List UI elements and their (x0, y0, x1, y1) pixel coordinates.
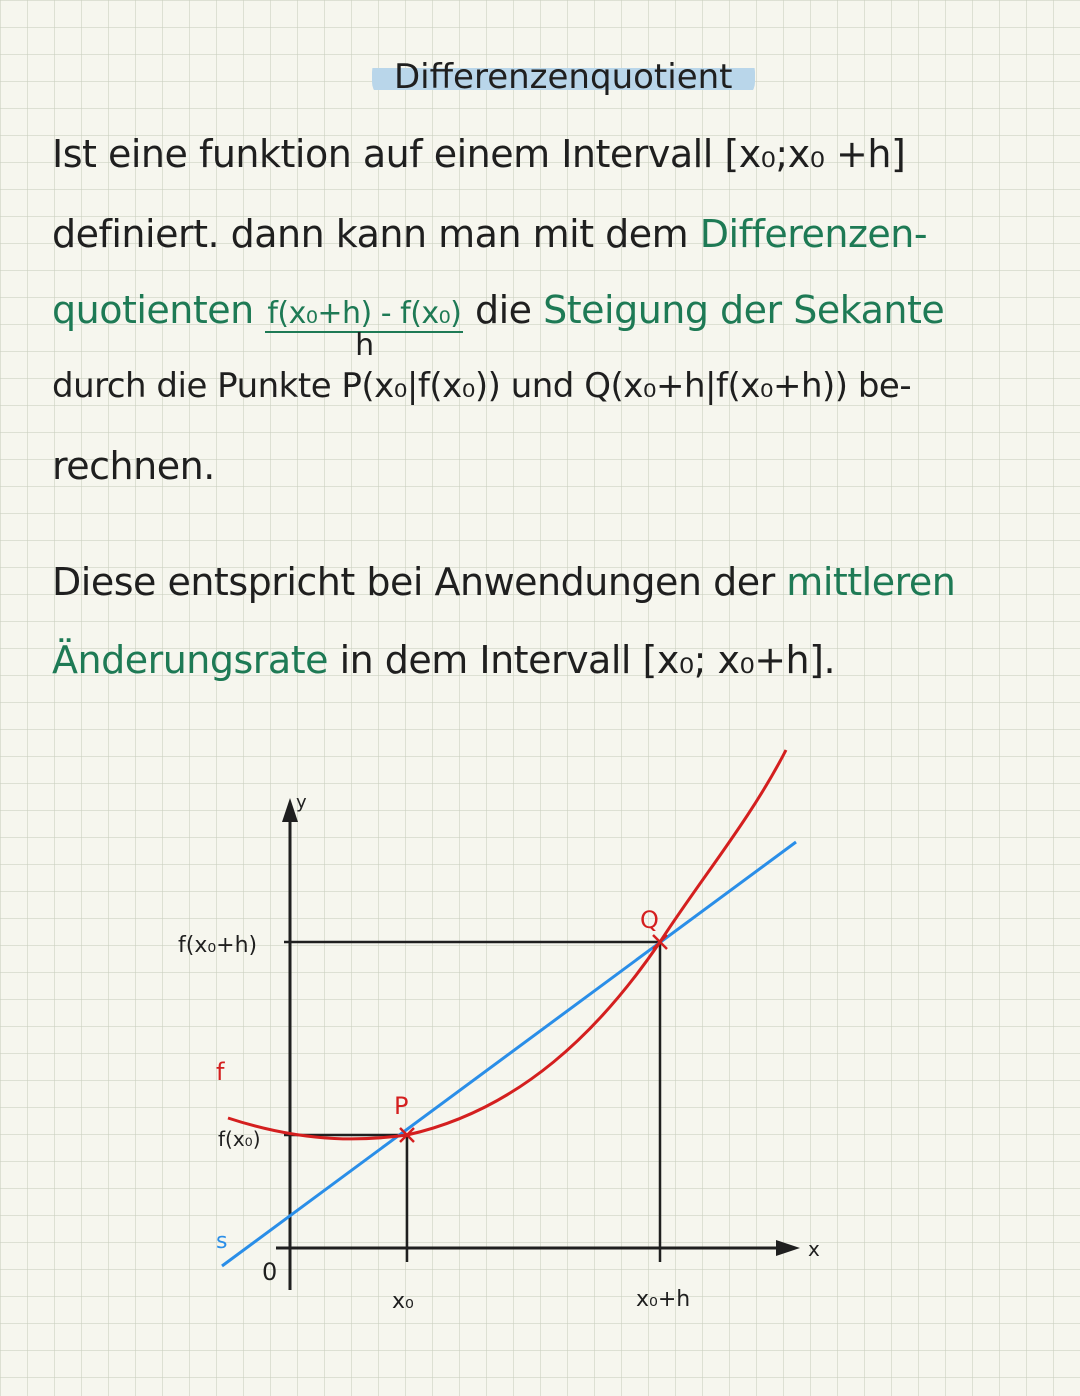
point-P-label: P (394, 1092, 409, 1120)
term-differenzen: Differenzen- (699, 212, 928, 256)
term-aenderungsrate: Änderungsrate (52, 638, 328, 682)
function-curve (228, 750, 786, 1139)
page-title: Differenzenquotient (372, 54, 755, 100)
secant-line (222, 842, 796, 1266)
text-line-5: rechnen. (52, 444, 215, 488)
fraction-numerator: f(x₀+h) - f(x₀) (267, 296, 462, 331)
curve-f-label: f (216, 1058, 225, 1086)
term-mittleren: mittleren (786, 560, 956, 604)
term-steigung-sekante: Steigung der Sekante (543, 288, 945, 332)
text-line-1: Ist eine funktion auf einem Intervall [x₀;x₀ +h] (52, 132, 906, 176)
fraction-denominator: h (355, 328, 374, 363)
text-line-4: durch die Punkte P(x₀|f(x₀)) und Q(x₀+h|f(x₀+h)) be- (52, 366, 912, 406)
x0-label: x₀ (392, 1289, 414, 1314)
x-axis-arrow (776, 1240, 800, 1256)
term-quotienten: quotienten (52, 288, 266, 332)
fx0-label: f(x₀) (218, 1127, 261, 1151)
text-line-7-plain: in dem Intervall [x₀; x₀+h]. (327, 638, 836, 682)
x-axis-label: x (808, 1237, 820, 1261)
text-line-2-plain: definiert. dann kann man mit dem (52, 212, 700, 256)
text-line-6-plain: Diese entspricht bei Anwendungen der (52, 560, 787, 604)
xh-label: x₀+h (636, 1287, 691, 1312)
origin-label: 0 (262, 1258, 278, 1286)
point-Q-label: Q (640, 906, 659, 934)
fxh-label: f(x₀+h) (178, 933, 258, 958)
y-axis-label: y (296, 792, 307, 813)
text-line-3-plain: die (463, 288, 544, 332)
secant-s-label: s (216, 1229, 228, 1254)
